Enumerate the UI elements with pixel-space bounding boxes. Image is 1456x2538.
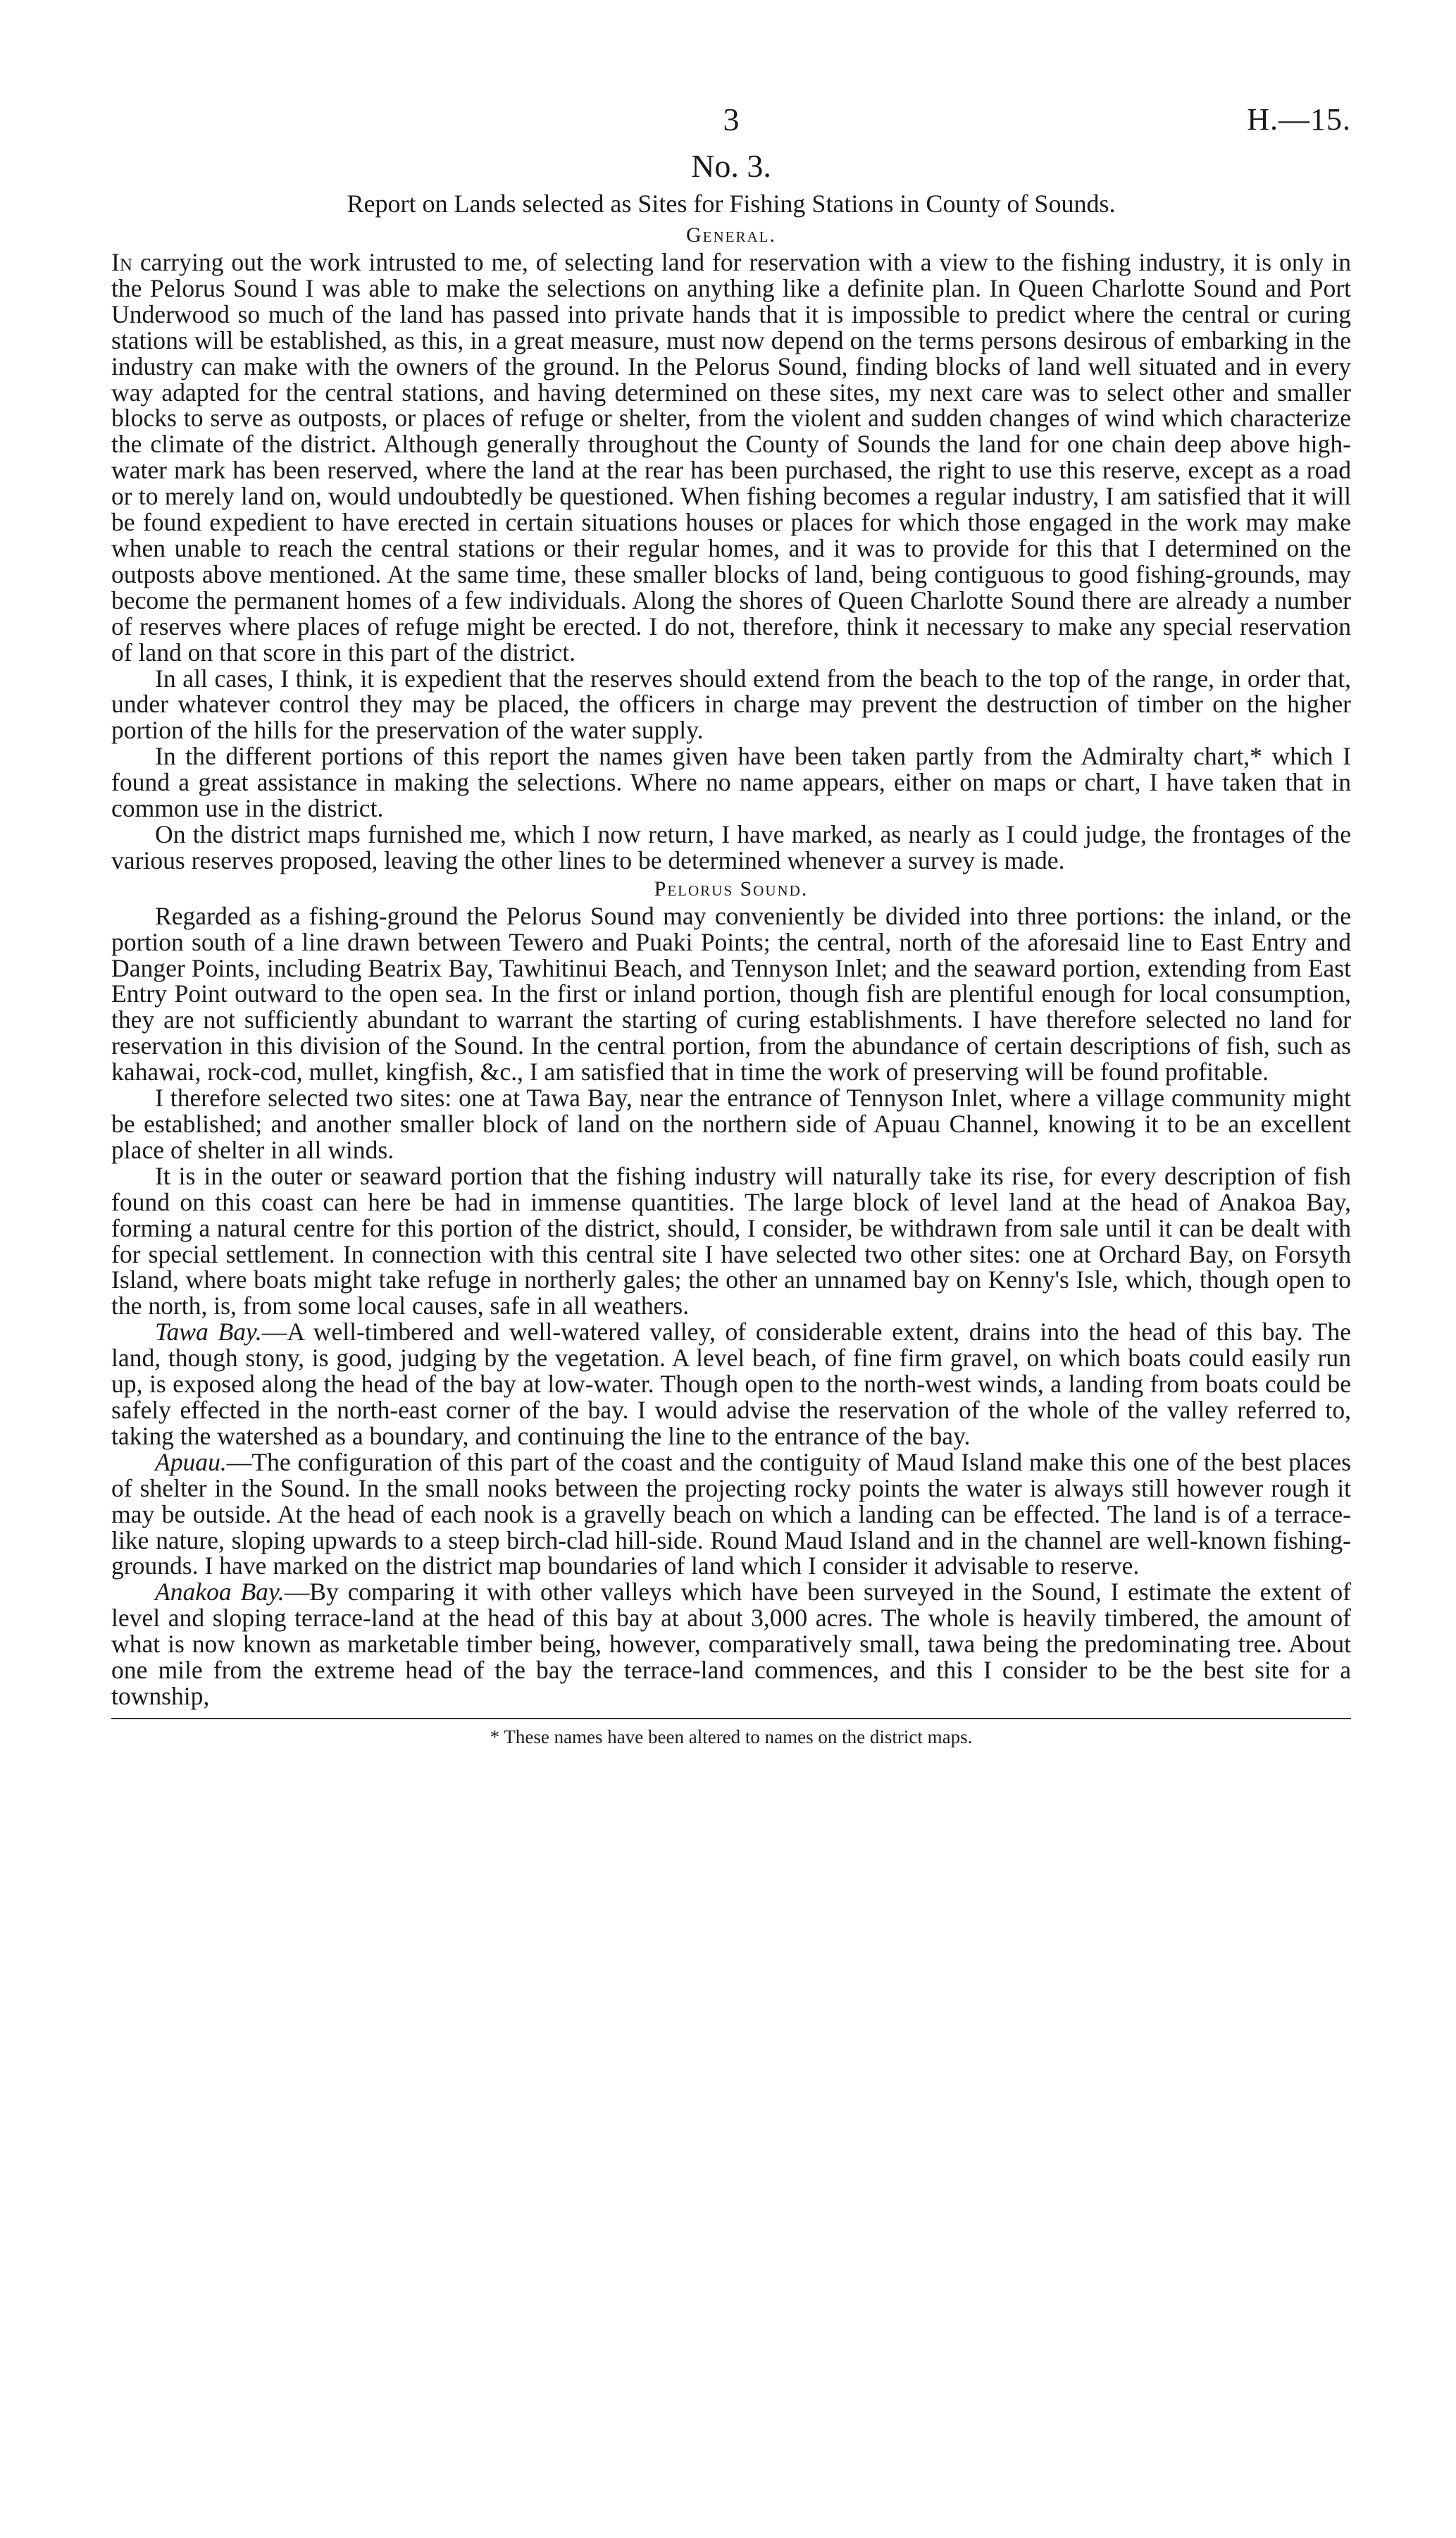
footnote-divider <box>111 1718 1351 1719</box>
page-header <box>111 99 1351 141</box>
paper-reference: H.—15. <box>1247 102 1351 137</box>
place-name-tawa-bay: Tawa Bay. <box>155 1318 262 1347</box>
paragraph-lead-word: In <box>111 248 132 276</box>
paragraph-general-4: On the district maps furnished me, which I now return, I have marked, as nearly as I could judge, the frontages of the various reserves proposed, leaving the other lines to be determined whenever a survey is made. <box>111 819 1351 874</box>
section-heading-pelorus: Pelorus Sound. <box>654 877 809 900</box>
paragraph-general-3: In the different portions of this report the names given have been taken partly from the Admiralty chart,* which I found a great assistance in making the selections. Where no name appears, either on maps or chart, I have taken that in common use in the district. <box>111 742 1351 823</box>
paragraph-text: carrying out the work intrusted to me, of selecting land for reservation with a view to the fishing industry, it is only in the Pelorus Sound I was able to make the selections on anything like a definite plan. In Queen Charlotte Sound and Port Underwood so much of the land has passed into private hands that it is impossible to predict where the central or curing stations will be established, as this, in a great measure, must now depend on the terms persons desirous of embarking in the industry can make with the owners of the ground. In the Pelorus Sound, finding blocks of land well situated and in every way adapted for the central stations, and having determined on these sites, my next care was to select other and smaller blocks to serve as outposts, or places of refuge or shelter, from the violent and sudden changes of wind which characterize the climate of the district. Although generally throughout the County of Sounds the land for one chain deep above high-water mark has been reserved, where the land at the rear has been purchased, the right to use this reserve, except as a road or to merely land on, would undoubtedly be questioned. When fishing becomes a regular industry, I am satisfied that it will be found expedient to have erected in certain situations houses or places for which those engaged in the work may make when unable to reach the central stations or their regular homes, and it was to provide for this that I determined on the outposts above mentioned. At the same time, these smaller blocks of land, being contiguous to good fishing-grounds, may become the permanent homes of a few individuals. Along the shores of Queen Charlotte Sound there are already a number of reserves where places of refuge might be erected. I do not, therefore, think it necessary to make any special reservation of land on that score in this part of the district. <box>111 248 1351 667</box>
paragraph-pelorus-2: I therefore selected two sites: one at Tawa Bay, near the entrance of Tennyson Inlet, where a village community might be established; and another smaller block of land on the northern side of Apuau Channel, knowing it to be an excellent place of shelter in all winds. <box>111 1084 1351 1164</box>
paragraph-general-2: In all cases, I think, it is expedient that the reserves should extend from the beach to the top of the range, in order that, under whatever control they may be placed, the officers in charge may prevent the destruction of timber on the higher portion of the hills for the preservation of the water supply. <box>111 664 1351 745</box>
paragraph-pelorus-3: It is in the outer or seaward portion that the fishing industry will naturally take its rise, for every description of fish found on this coast can here be had in immense quantities. The large block of level land at the head of Anakoa Bay, forming a natural centre for this portion of the district, should, I consider, be withdrawn from sale until it can be dealt with for special settlement. In connection with this central site I have selected two other sites: one at Orchard Bay, on Forsyth Island, where boats might take refuge in northerly gales; the other an unnamed bay on Kenny's Isle, which, though open to the north, is, from some local causes, safe in all weathers. <box>111 1161 1351 1320</box>
page-number: 3 <box>723 101 740 137</box>
place-name-apuau: Apuau. <box>155 1447 227 1476</box>
paragraph-apuau <box>111 1449 1351 1580</box>
paragraph-text: —By comparing it with other valleys which have been surveyed in the Sound, I estimate the extent of level and sloping terrace-land at the head of this bay at about 3,000 acres. The whole is heavily timbered, the amount of what is now known as marketable timber being, however, comparatively small, tawa being the predominating tree. About one mile from the extreme head of the bay the terrace-land commences, and this I consider to be the best site for a township, <box>111 1578 1351 1710</box>
paragraph-text: —The configuration of this part of the coast and the contiguity of Maud Island make this one of the best places of shelter in the Sound. In the small nooks between the projecting rocky points the water is always still however rough it may be outside. At the head of each nook is a gravelly beach on which a landing can be effected. The land is of a terrace-like nature, sloping upwards to a steep birch-clad hill-side. Round Maud Island and in the channel are well-known fishing-grounds. I have marked on the district map boundaries of land which I consider it advisable to reserve. <box>111 1447 1351 1580</box>
document-page <box>111 99 1351 1749</box>
paragraph-tawa-bay <box>111 1319 1351 1449</box>
paragraph-pelorus-1: Regarded as a fishing-ground the Pelorus Sound may conveniently be divided into three portions: the inland, or the portion south of a line drawn between Tewero and Puaki Points; the central, north of the aforesaid line to East Entry and Danger Points, including Beatrix Bay, Tawhitinui Beach, and Tennyson Inlet; and the seaward portion, extending from East Entry Point outward to the open sea. In the first or inland portion, though fish are plentiful enough for local consumption, they are not sufficiently abundant to warrant the starting of curing establishments. I have therefore selected no land for reservation in this division of the Sound. In the central portion, from the abundance of certain descriptions of fish, such as kahawai, rock-cod, mullet, kingfish, &c., I am satisfied that in time the work of preserving will be found profitable. <box>111 901 1351 1087</box>
document-number: No. 3. <box>691 148 771 184</box>
section-heading-general: General. <box>686 223 776 247</box>
footnote: * These names have been altered to names on the district maps. <box>490 1726 973 1747</box>
paragraph-anakoa-bay <box>111 1579 1351 1709</box>
paragraph-text: —A well-timbered and well-watered valley, of considerable extent, drains into the head of this bay. The land, though stony, is good, judging by the vegetation. A level beach, of fine firm gravel, on which boats could easily run up, is exposed along the head of the bay at low-water. Though open to the north-west winds, a landing from boats could be safely effected in the north-east corner of the bay. I would advise the reservation of the whole of the valley referred to, taking the watershed as a boundary, and continuing the line to the entrance of the bay. <box>111 1318 1352 1450</box>
place-name-anakoa-bay: Anakoa Bay. <box>155 1578 285 1607</box>
report-title: Report on Lands selected as Sites for Fishing Stations in County of Sounds. <box>347 190 1116 218</box>
paragraph-general-1 <box>111 249 1351 666</box>
